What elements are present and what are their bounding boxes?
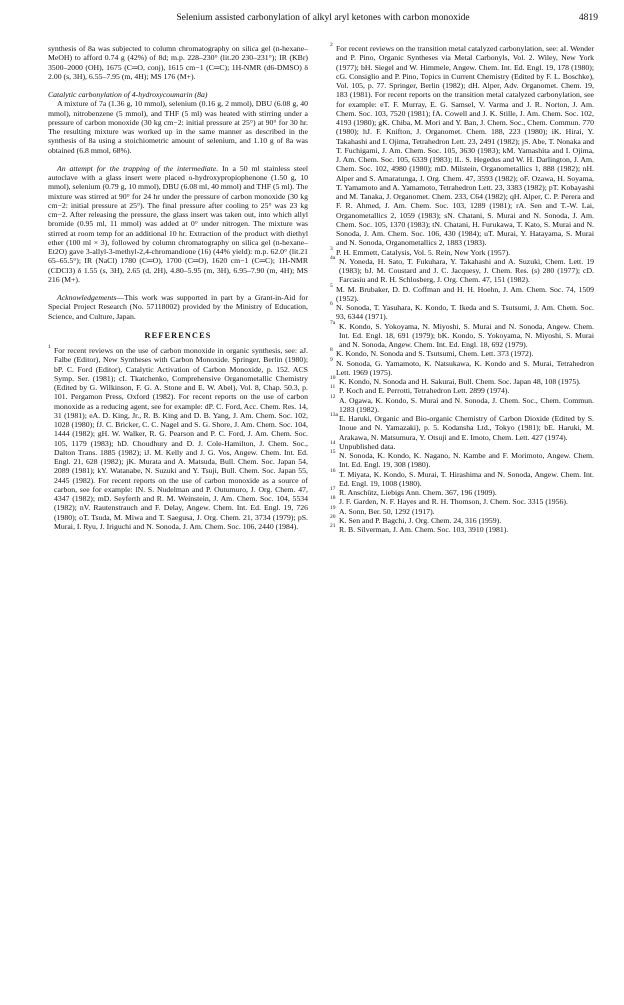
right-column (330, 44, 594, 534)
ref-text: K. Kondo, S. Yokoyama, N. Miyoshi, S. Murai and N. Sonoda, Angew. Chem. Int. Ed. Engl. 18, 691 (1979); bK. Kondo, S. Yokoyama, N. Miyoshi, S. Murai and N. Sonoda, Angew. Chem. Int. Ed. Engl. 18, 692 (1979). (339, 321, 594, 349)
ref-text: A. Ogawa, K. Kondo, S. Murai and N. Sonoda, J. Chem. Soc., Chem. Commun. 1283 (1982). (339, 395, 594, 414)
ref-text: E. Haruki, Organic and Bio-organic Chemistry of Carbon Dioxide (Edited by S. Inoue and N. Yamazaki), p. 5. Kodansha Ltd., Tokyo (1981); bE. Haruki, M. Arakawa, N. Matsumura, Y. Otsuji and E. Imoto, Chem. Lett. 427 (1974). (339, 414, 594, 442)
experimental-paragraph-2: A mixture of 7a (1.36 g, 10 mmol), selenium (0.16 g, 2 mmol), DBU (6.08 g, 40 mmol), nitrobenzene (5 mmol), and THF (5 ml) was heated with stirring under a pressure of carbon monoxide (30 kg cm−2: initial pressure at 25°) at 90° for 30 hr. The resulting mixture was worked up in the same manner as described in the synthesis of 8a using a stoichiometric amount of selenium, and 1.10 g of 8a was obtained (6.8 mmol, 68%). (48, 99, 308, 155)
section-heading-catalytic: Catalytic carbonylation of 4-hydroxycoumarin (8a) (48, 90, 208, 99)
ref-text: K. Kondo, N. Sonoda and H. Sakurai, Bull. Chem. Soc. Japan 48, 108 (1975). (339, 377, 581, 386)
ref-number: 15 (330, 449, 336, 455)
reference-11 (330, 386, 594, 395)
ref-number: 10 (330, 375, 336, 381)
ack-label: Acknowledgements (57, 293, 117, 302)
ref-text: T. Miyata, K. Kondo, S. Murai, T. Hirashima and N. Sonoda, Angew. Chem. Int. Ed. Engl. 19, 1008 (1980). (339, 469, 594, 488)
ref-text: N. Yoneda, H. Sato, T. Fukuhara, Y. Takahashi and A. Suzuki, Chem. Lett. 19 (1983); bJ. M. Coustard and J. C. Jacquesy, J. Chem. Res. (s) 280 (1977); cD. Farcasiu and R. H. Schlosberg, J. Org. Chem. 47, 151 (1982). (339, 256, 594, 285)
ref-number: 18 (330, 495, 336, 502)
reference-15 (330, 451, 594, 470)
ref-text: For recent reviews on the transition metal catalyzed carbonylation, see: aI. Wender and P. Pino, Organic Syntheses via Metal Carbonyls, Vol. 2. Wiley, New York (1977); bH. Siegel and W. Himmele, Angew. Chem. Int. Ed. Engl. 19, 178 (1980); cG. Consiglio and P. Pino, Topics in Current Chemistry (Edited by F. L. Boschke), Vol. 105, p. 77. Springer, Berlin (1982); dH. Alper, Adv. Organomet. Chem. 19, 183 (1981). For recent reports on the transition metal catalyzed carbonylation, see for example: eT. F. Murray, E. G. Samsel, V. Varma and J. R. Norton, J. Am. Chem. Soc. 103, 7520 (1981); fA. Cowell and J. K. Stille, J. Am. Chem. Soc. 102, 4193 (1980); gK. Chiba, M. Mori and Y. Ban, J. Chem. Soc., Chem. Commun. 770 (1980); hJ. F. Knifton, J. Organomet. Chem. 188, 223 (1980); iK. Hirai, Y. Takahashi and I. Ojima, Tetrahedron Lett. 23, 2491 (1982); jS. Abe, T. Nonaka and T. Fuchigami, J. Am. Chem. Soc. 105, 3630 (1983); kM. Yamashita and I. Ojima, J. Am. Chem. Soc. 105, 6339 (1983); lL. S. Hegedus and W. H. Darlington, J. Am. Chem. Soc. 102, 4980 (1980); mD. Milstein, Organometallics 1, 888 (1982); nH. Alper and S. Amaratunga, J. Org. Chem. 47, 3593 (1982); oF. Ozawa, H. Soyama, T. Yamamoto and A. Yamamoto, Tetrahedron Lett. 23, 3383 (1982); pT. Kobayashi and M. Tanaka, J. Organomet. Chem. 233, C64 (1982); qH. Alper, C. P. Perera and F. R. Ahmed, J. Am. Chem. Soc. 103, 1289 (1981); rA. Sen and T.-W. Lai, Organometallics 2, 1059 (1983); sN. Chatani, S. Murai and N. Sonoda, J. Am. Chem. Soc. 105, 1370 (1983); tN. Chatani, H. Furukawa, T. Kato, S. Murai and N. Sonoda, J. Am. Chem. Soc. 106, 430 (1984); uT. Murai, Y. Hatayama, S. Murai and N. Sonoda, Organometallics 2, 1883 (1983). (336, 44, 594, 248)
reference-14 (330, 439, 594, 451)
ref-number: 6 (330, 301, 333, 307)
ref-number: 1 (48, 344, 51, 350)
ack-text: —This work was supported in part by a Grant-in-Aid for Special Project Research (No. 57118002) provided by the Ministry of Education, Science, and Culture, Japan. (48, 293, 308, 321)
ref-text: N. Sonoda, G. Yamamoto, K. Natsukawa, K. Kondo and S. Murai, Tetrahedron Lett. 1969 (1975). (336, 358, 594, 377)
ref-text: A. Sonn, Ber. 50, 1292 (1917). (339, 506, 435, 516)
reference-5 (330, 282, 594, 304)
reference-18 (330, 497, 594, 506)
ref-text: R. Anschütz, Liebigs Ann. Chem. 367, 196 (1909). (339, 488, 497, 497)
ref-number: 5 (330, 282, 333, 289)
ref-number: 13a (330, 412, 338, 418)
ref-text: P. H. Emmett, Catalysis, Vol. 5. Rein, New York (1957). (336, 247, 511, 257)
ref-number: 7a (330, 319, 336, 326)
references-heading: REFERENCES (144, 330, 212, 340)
reference-3 (330, 245, 594, 257)
reference-20 (330, 513, 594, 525)
ref-text: R. B. Silverman, J. Am. Chem. Soc. 103, 3910 (1981). (339, 525, 509, 534)
ref-number: 4a (330, 254, 336, 261)
reference-8 (330, 349, 594, 358)
ref-number: 17 (330, 486, 336, 492)
acknowledgements (48, 293, 308, 321)
ref-number: 3 (330, 245, 333, 252)
reference-21 (330, 525, 594, 534)
ref-text: N. Sonoda, K. Kondo, K. Nagano, N. Kambe and F. Morimoto, Angew. Chem. Int. Ed. Engl. 19, 308 (1980). (339, 451, 594, 470)
trapping-heading: An attempt for the trapping of the intermediate. (57, 163, 219, 173)
ref-number: 19 (330, 504, 336, 511)
page-header (48, 10, 598, 26)
reference-1 (48, 346, 308, 531)
reference-2 (330, 44, 594, 248)
ref-text: M. M. Brubaker, D. D. Coffman and H. H. Hoehn, J. Am. Chem. Soc. 74, 1509 (1952). (336, 284, 594, 303)
reference-6 (330, 303, 594, 322)
reference-16 (330, 467, 594, 489)
ref-number: 21 (330, 523, 336, 529)
experimental-paragraph-1: synthesis of 8a was subjected to column chromatography on silica gel (n-hexane–MeOH) to afford 0.74 g (42%) of 8d; m.p. 228–230° (lit.20 230–231°); IR (KBr) 3500–2000 (OH), 1675 (C═O, conj), 1615 cm−1 (C═C); 1H-NMR (d6-DMSO) δ 2.00 (s, 3H), 6.55–7.95 (m, 4H); MS 176 (M+). (48, 44, 308, 81)
ref-number: 2 (330, 42, 333, 48)
ref-text: Unpublished data. (339, 441, 396, 451)
reference-13 (330, 414, 594, 442)
ref-text: N. Sonoda, T. Yasuhara, K. Kondo, T. Ikeda and S. Tsutsumi, J. Am. Chem. Soc. 93, 6344 (1971). (336, 303, 594, 322)
ref-number: 16 (330, 467, 336, 474)
reference-9 (330, 356, 594, 378)
reference-17 (330, 488, 594, 497)
ref-number: 11 (330, 384, 336, 391)
ref-text: For recent reviews on the use of carbon monoxide in organic synthesis, see: aJ. Falbe (Editor), New Syntheses with Carbon Monoxide. Springer, Berlin (1980); bP. C. Ford (Editor), Catalytic Activation of Carbon Monoxide, p. 152. ACS Symp. Ser. (1981); cI. Tkatchenko, Comprehensive Organometallic Chemistry (Edited by G. Wilkinson, F. G. A. Stone and E. W. Abel), Vol. 8, Chap. 50.3, p. 101. Pergamon Press, Oxford (1982). For recent reports on the use of carbon monoxide as a reducing agent, see for example: dP. C. Ford, Acc. Chem. Res. 14, 31 (1981); eA. D. King, Jr., R. B. King and D. B. Yang, J. Am. Chem. Soc. 102, 1028 (1980); fJ. C. Bricker, C. C. Nagel and S. G. Shore, J. Am. Chem. Soc. 104, 1444 (1982); gH. W. Walker, R. G. Pearson and P. C. Ford, J. Am. Chem. Soc. 105, 1179 (1983); hD. Choudhury and D. J. Cole-Hamilton, J. Chem. Soc., Dalton Trans. 1885 (1982); iJ. M. Kelly and J. G. Vos, Angew. Chem. Int. Ed. Engl. 21, 628 (1982); jK. Murata and A. Matsuda, Bull. Chem. Soc. Japan 54, 2089 (1981); kY. Watanabe, N. Suzuki and Y. Tsuji, Bull. Chem. Soc. Japan 55, 2445 (1982). For recent reports on the use of carbon monoxide as a source of carbon, see for example: lN. S. Nudelman and P. Outumuro, J. Org. Chem. 47, 4347 (1982); mD. Seyferth and R. M. Weinstein, J. Am. Chem. Soc. 104, 5534 (1982); nV. Rautenstrauch and F. Delay, Angew. Chem. Int. Ed. Engl. 19, 726 (1980); oT. Tsuda, M. Miwa and T. Saegusa, J. Org. Chem. 21, 3734 (1979); pS. Murai, I. Ryu, J. Iriguchi and N. Sonoda, J. Am. Chem. Soc. 106, 2440 (1984). (54, 346, 308, 531)
ref-number: 9 (330, 356, 333, 363)
ref-number: 12 (330, 393, 336, 400)
ref-text: K. Sen and P. Bagchi, J. Org. Chem. 24, 316 (1959). (339, 515, 502, 525)
reference-7 (330, 319, 594, 350)
reference-10 (330, 377, 594, 386)
ref-number: 14 (330, 439, 336, 446)
running-title: Selenium assisted carbonylation of alkyl aryl ketones with carbon monoxide (176, 12, 470, 23)
ref-text: P. Koch and E. Perrotti, Tetrahedron Lett. 2899 (1974). (339, 386, 510, 396)
reference-4 (330, 254, 594, 285)
reference-19 (330, 504, 594, 516)
trapping-text: In a 50 ml stainless steel autoclave with a glass insert were placed o-hydroxypropiophenone (1.50 g, 10 mmol), selenium (0.79 g, 10 mmol), DBU (6.08 ml, 40 mmol) and THF (5 ml). The mixture was stirred at 90° for 24 hr under the pressure of carbon monoxide (30 kg cm−2: initial pressure at 25°). The final pressure after cooling to 25° was 23 kg cm−2. After releasing the pressure, the glass insert was taken out, into which allyl bromide (0.95 ml, 11 mmol) was added at 0° under nitrogen. The mixture was stirred at room temp for an additional 10 hr. Extraction of the product with diethyl ether (100 ml × 3), followed by column chromatography on silica gel (n-hexane–Et2O) gave 3-allyl-3-methyl-2,4-chromandione (16) (44% yield): m.p. 62.0° (lit.21 65–65.5°); IR (NaCl) 1780 (C═O), 1700 (C═O), 1620 cm−1 (C═C); 1H-NMR (CDCl3) δ 1.55 (s, 3H), 2.65 (d, 2H), 4.80–5.95 (m, 3H), 6.95–7.90 (m, 4H); MS 216 (M+). (48, 163, 309, 284)
ref-text: J. F. Garden, N. F. Hayes and R. H. Thomson, J. Chem. Soc. 3315 (1956). (339, 497, 568, 507)
ref-text: K. Kondo, N. Sonoda and S. Tsutsumi, Chem. Lett. 373 (1972). (336, 349, 534, 359)
left-column (48, 44, 308, 531)
ref-number: 20 (330, 513, 336, 520)
ref-number: 8 (330, 347, 333, 354)
experimental-paragraph-3 (48, 164, 308, 284)
page-number: 4819 (578, 12, 598, 23)
reference-12 (330, 393, 594, 415)
